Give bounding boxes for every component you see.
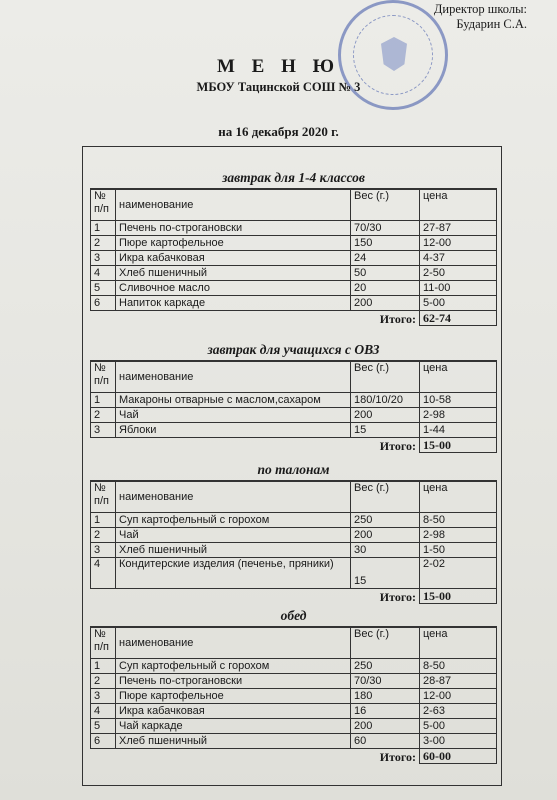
- row-price: 5-00: [420, 719, 497, 734]
- row-num: 3: [91, 423, 116, 438]
- row-weight: 15: [351, 423, 420, 438]
- total-row: [91, 311, 497, 326]
- table-row: [91, 221, 497, 236]
- table-row: [91, 251, 497, 266]
- table-row: [91, 236, 497, 251]
- menu-table: [90, 189, 497, 326]
- row-weight: 70/30: [351, 674, 420, 689]
- section-title: обед: [90, 606, 497, 627]
- row-name: Хлеб пшеничный: [116, 543, 351, 558]
- col-weight-header: Вес (г.): [351, 190, 420, 221]
- row-weight: 16: [351, 704, 420, 719]
- row-weight: 200: [351, 528, 420, 543]
- row-price: 12-00: [420, 689, 497, 704]
- row-name: Чай каркаде: [116, 719, 351, 734]
- col-weight-header: Вес (г.): [351, 628, 420, 659]
- total-label: Итого:: [379, 749, 416, 764]
- table-header-row: [91, 482, 497, 513]
- menu-table: [90, 481, 497, 604]
- director-title: Директор школы:: [433, 2, 527, 16]
- row-name: Яблоки: [116, 423, 351, 438]
- row-num: 2: [91, 408, 116, 423]
- col-name-header: наименование: [116, 628, 351, 659]
- row-price: 1-44: [420, 423, 497, 438]
- director-name: Бударин С.А.: [456, 17, 527, 31]
- row-price: 28-87: [420, 674, 497, 689]
- col-num-header: № п/п: [91, 482, 116, 513]
- row-num: 1: [91, 659, 116, 674]
- row-price: 12-00: [420, 236, 497, 251]
- row-price: 27-87: [420, 221, 497, 236]
- row-price: 4-37: [420, 251, 497, 266]
- row-price: 5-00: [420, 296, 497, 311]
- row-weight: 60: [351, 734, 420, 749]
- row-num: 1: [91, 393, 116, 408]
- section-title: завтрак для 1-4 классов: [90, 168, 497, 189]
- row-num: 2: [91, 674, 116, 689]
- row-name: Суп картофельный с горохом: [116, 513, 351, 528]
- table-row: [91, 266, 497, 281]
- section-breakfast-ovz: [90, 340, 497, 453]
- table-row: [91, 719, 497, 734]
- row-weight: 30: [351, 543, 420, 558]
- row-name: Икра кабачковая: [116, 704, 351, 719]
- row-weight: 250: [351, 513, 420, 528]
- row-price: 1-50: [420, 543, 497, 558]
- table-header-row: [91, 362, 497, 393]
- row-weight: 250: [351, 659, 420, 674]
- total-row: [91, 438, 497, 453]
- row-price: 10-58: [420, 393, 497, 408]
- row-weight: 24: [351, 251, 420, 266]
- row-price: 2-98: [420, 528, 497, 543]
- row-price: 2-98: [420, 408, 497, 423]
- col-num-header: № п/п: [91, 190, 116, 221]
- total-label: Итого:: [379, 438, 416, 453]
- row-name: Кондитерские изделия (печенье, пряники): [116, 558, 351, 589]
- table-header-row: [91, 190, 497, 221]
- col-price-header: цена: [420, 190, 497, 221]
- table-row: [91, 296, 497, 311]
- row-name: Хлеб пшеничный: [116, 734, 351, 749]
- row-num: 6: [91, 296, 116, 311]
- menu-date: на 16 декабря 2020 г.: [218, 124, 339, 139]
- table-row: [91, 689, 497, 704]
- row-name: Хлеб пшеничный: [116, 266, 351, 281]
- row-name: Чай: [116, 528, 351, 543]
- row-price: 8-50: [420, 659, 497, 674]
- row-weight: 200: [351, 296, 420, 311]
- row-num: 3: [91, 543, 116, 558]
- col-name-header: наименование: [116, 190, 351, 221]
- row-num: 6: [91, 734, 116, 749]
- row-num: 5: [91, 719, 116, 734]
- menu-table: [90, 361, 497, 453]
- row-num: 4: [91, 558, 116, 589]
- section-coupons: [90, 460, 497, 604]
- table-row: [91, 734, 497, 749]
- row-num: 5: [91, 281, 116, 296]
- row-weight: 200: [351, 408, 420, 423]
- row-num: 1: [91, 221, 116, 236]
- row-weight: 180: [351, 689, 420, 704]
- row-name: Пюре картофельное: [116, 236, 351, 251]
- row-name: Печень по-строгановски: [116, 221, 351, 236]
- total-value: 62-74: [420, 311, 497, 326]
- table-row: [91, 393, 497, 408]
- row-num: 4: [91, 266, 116, 281]
- col-weight-header: Вес (г.): [351, 482, 420, 513]
- row-name: Сливочное масло: [116, 281, 351, 296]
- row-weight: 180/10/20: [351, 393, 420, 408]
- section-lunch: [90, 606, 497, 764]
- table-row: [91, 659, 497, 674]
- row-price: 2-50: [420, 266, 497, 281]
- row-price: 11-00: [420, 281, 497, 296]
- row-num: 4: [91, 704, 116, 719]
- section-title: завтрак для учащихся с ОВЗ: [90, 340, 497, 361]
- row-num: 3: [91, 689, 116, 704]
- row-price: 8-50: [420, 513, 497, 528]
- row-name: Напиток каркаде: [116, 296, 351, 311]
- row-weight: 70/30: [351, 221, 420, 236]
- total-row: [91, 749, 497, 764]
- section-breakfast-1-4: [90, 168, 497, 326]
- col-weight-header: Вес (г.): [351, 362, 420, 393]
- table-row: [91, 543, 497, 558]
- row-weight: 20: [351, 281, 420, 296]
- menu-title: М Е Н Ю: [216, 56, 341, 77]
- row-price: 2-02: [420, 558, 497, 589]
- total-row: [91, 589, 497, 604]
- table-row: [91, 513, 497, 528]
- menu-table: [90, 627, 497, 764]
- row-name: Чай: [116, 408, 351, 423]
- row-name: Печень по-строгановски: [116, 674, 351, 689]
- row-num: 3: [91, 251, 116, 266]
- col-name-header: наименование: [116, 482, 351, 513]
- row-weight: 150: [351, 236, 420, 251]
- row-num: 1: [91, 513, 116, 528]
- table-row: [91, 423, 497, 438]
- row-name: Макароны отварные с маслом,сахаром: [116, 393, 351, 408]
- row-price: 2-63: [420, 704, 497, 719]
- school-name: МБОУ Тацинской СОШ № 3: [196, 80, 361, 94]
- director-approval: [434, 2, 527, 32]
- total-label: Итого:: [379, 589, 416, 604]
- row-name: Икра кабачковая: [116, 251, 351, 266]
- col-price-header: цена: [420, 482, 497, 513]
- col-num-header: № п/п: [91, 362, 116, 393]
- section-title: по талонам: [90, 460, 497, 481]
- table-row: [91, 704, 497, 719]
- table-row: [91, 674, 497, 689]
- col-name-header: наименование: [116, 362, 351, 393]
- table-row: [91, 408, 497, 423]
- row-num: 2: [91, 528, 116, 543]
- row-name: Суп картофельный с горохом: [116, 659, 351, 674]
- total-value: 15-00: [420, 438, 497, 453]
- total-label: Итого:: [379, 311, 416, 326]
- row-num: 2: [91, 236, 116, 251]
- total-value: 60-00: [420, 749, 497, 764]
- table-row: [91, 528, 497, 543]
- table-row: [91, 281, 497, 296]
- col-price-header: цена: [420, 362, 497, 393]
- table-row: [91, 558, 497, 589]
- col-price-header: цена: [420, 628, 497, 659]
- row-price: 3-00: [420, 734, 497, 749]
- table-header-row: [91, 628, 497, 659]
- row-weight: 200: [351, 719, 420, 734]
- row-name: Пюре картофельное: [116, 689, 351, 704]
- total-value: 15-00: [420, 589, 497, 604]
- row-weight: 50: [351, 266, 420, 281]
- col-num-header: № п/п: [91, 628, 116, 659]
- row-weight: 15: [351, 558, 420, 589]
